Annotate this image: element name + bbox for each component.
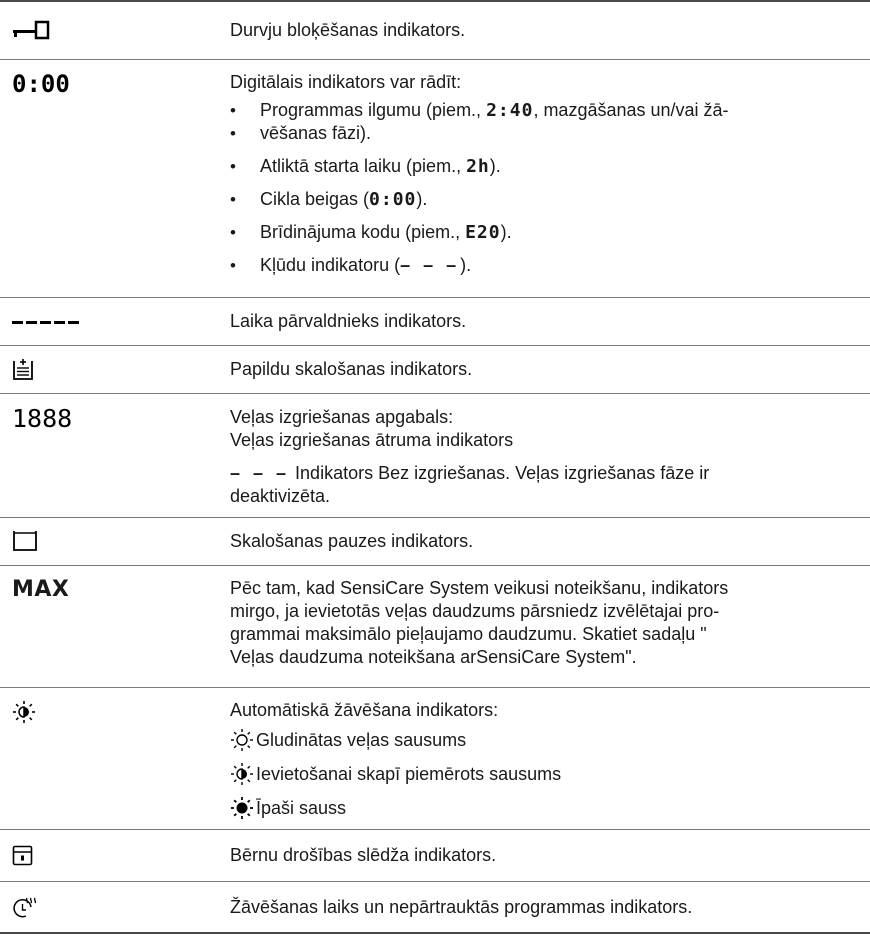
code-glyph: 2:40 <box>486 100 534 121</box>
table-row <box>0 882 870 934</box>
description-line: grammai maksimālo pieļaujamo daudzumu. Skatiet sadaļu " <box>230 624 707 644</box>
bullet-text: , mazgāšanas un/vai žā- <box>533 100 729 120</box>
symbol-cell <box>0 394 210 517</box>
bullet-list <box>230 99 856 277</box>
list-item <box>230 99 856 122</box>
description-cell <box>210 346 870 393</box>
description-cell <box>210 830 870 881</box>
description-intro: Automātiskā žāvēšana indikators: <box>230 700 499 720</box>
code-glyph: E20 <box>465 222 501 243</box>
description-text: Durvju bloķēšanas indikators. <box>230 20 466 40</box>
table-row <box>0 394 870 518</box>
table-row <box>0 298 870 346</box>
list-item <box>230 188 856 211</box>
description-line: Veļas daudzuma noteikšana arSensiCare System". <box>230 647 637 667</box>
description-text: Žāvēšanas laiks un nepārtrauktās programmas indikators. <box>230 897 693 917</box>
table-row <box>0 60 870 298</box>
extra-rinse-icon <box>12 358 34 382</box>
bullet-text: ). <box>489 156 501 176</box>
digital-display-icon <box>12 72 82 96</box>
description-cell <box>210 394 870 517</box>
bullet-text: Cikla beigas ( <box>260 189 370 209</box>
description-line: mirgo, ja ievietotās veļas daudzums pārsniedz izvēlētajai pro- <box>230 601 720 621</box>
description-cell <box>210 2 870 59</box>
list-item <box>230 254 856 277</box>
description-cell <box>210 566 870 687</box>
description-cell <box>210 882 870 932</box>
symbol-cell <box>0 60 210 297</box>
table-row <box>0 346 870 394</box>
description-text: Laika pārvaldnieks indikators. <box>230 311 467 331</box>
note-text: Indikators Bez izgriešanas. Veļas izgriešanas fāze ir <box>290 463 710 483</box>
dry-level-item <box>230 796 856 820</box>
description-cell <box>210 688 870 829</box>
description-text: Skalošanas pauzes indikators. <box>230 531 474 551</box>
list-item <box>230 155 856 178</box>
dry-level-item <box>230 728 856 752</box>
sun-half-icon <box>230 762 254 786</box>
description-text: Bērnu drošības slēdža indikators. <box>230 845 497 865</box>
symbol-cell <box>0 688 210 829</box>
spin-speed-symbol: 1888 <box>12 406 73 432</box>
spin-speed-icon <box>12 406 92 432</box>
digital-display-symbol: 0:00 <box>12 72 70 96</box>
auto-dry-sun-icon <box>12 700 36 724</box>
bullet-text: ). <box>500 222 512 242</box>
table-row <box>0 830 870 882</box>
door-lock-key-icon <box>12 20 56 40</box>
description-line: Veļas izgriešanas apgabals: <box>230 407 454 427</box>
symbol-cell <box>0 830 210 881</box>
bullet-text: Atliktā starta laiku (piem., <box>260 156 467 176</box>
table-row <box>0 0 870 60</box>
bullet-text: Brīdinājuma kodu (piem., <box>260 222 466 242</box>
description-cell <box>210 518 870 565</box>
dashes-glyph: – – – <box>230 463 291 483</box>
symbol-cell <box>0 298 210 345</box>
symbol-cell <box>0 566 210 687</box>
dashes-glyph: – – – <box>400 255 461 275</box>
description-note <box>230 462 856 485</box>
symbol-cell <box>0 2 210 59</box>
table-row <box>0 566 870 688</box>
description-line: Veļas izgriešanas ātruma indikators <box>230 430 514 450</box>
table-row <box>0 688 870 830</box>
code-glyph: 2h <box>466 156 490 177</box>
dry-level-label: Ievietošanai skapī piemērots sausums <box>256 763 562 784</box>
dry-level-label: Gludinātas veļas sausums <box>256 729 467 750</box>
list-item <box>230 122 856 145</box>
time-manager-dashes-icon <box>12 318 82 328</box>
bullet-text: ). <box>416 189 428 209</box>
description-cell <box>210 298 870 345</box>
bullet-text: Kļūdu indikatoru ( <box>260 255 401 275</box>
description-intro: Digitālais indikators var rādīt: <box>230 72 462 92</box>
list-item <box>230 221 856 244</box>
max-load-symbol: MAX <box>12 577 70 602</box>
sun-outline-icon <box>230 728 254 752</box>
code-glyph: 0:00 <box>369 189 417 210</box>
sun-filled-icon <box>230 796 254 820</box>
bullet-continuation: vēšanas fāzi). <box>260 123 372 143</box>
bullet-text: ). <box>460 255 472 275</box>
symbol-cell <box>0 882 210 932</box>
description-cell <box>210 60 870 297</box>
symbol-cell <box>0 346 210 393</box>
drying-time-icon <box>12 896 38 920</box>
note-text-continued: deaktivizēta. <box>230 486 331 506</box>
symbol-cell <box>0 518 210 565</box>
table-row <box>0 518 870 566</box>
dry-level-label: Īpaši sauss <box>256 797 347 818</box>
description-line: Pēc tam, kad SensiCare System veikusi noteikšanu, indikators <box>230 578 729 598</box>
dry-level-item <box>230 762 856 786</box>
bullet-text: Programmas ilgumu (piem., <box>260 100 487 120</box>
description-text: Papildu skalošanas indikators. <box>230 359 473 379</box>
rinse-hold-icon <box>12 530 38 552</box>
child-lock-icon <box>12 845 34 867</box>
